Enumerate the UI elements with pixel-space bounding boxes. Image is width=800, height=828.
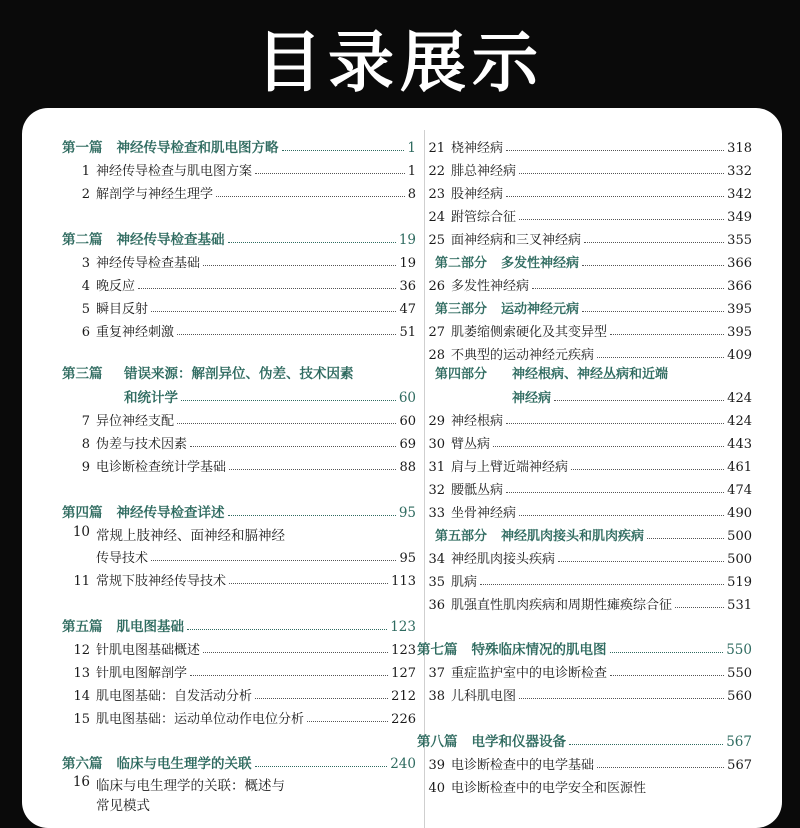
toc-part-3-number: 第三篇 bbox=[62, 366, 103, 382]
toc-part-3-title-line1[interactable]: 错误来源：解剖异位、伪差、技术因素 bbox=[124, 366, 354, 382]
chapter-number: 6 bbox=[81, 325, 90, 340]
part-title-continued: 和统计学 bbox=[124, 390, 178, 406]
toc-section-2[interactable] bbox=[435, 249, 752, 271]
toc-chapter-28[interactable] bbox=[417, 341, 752, 363]
chapter-number: 40 bbox=[428, 781, 445, 796]
leader-dots bbox=[675, 607, 724, 608]
leader-dots bbox=[307, 721, 388, 722]
page-number: 60 bbox=[398, 390, 416, 406]
part-number: 第七篇 bbox=[417, 642, 458, 658]
page-number: 123 bbox=[390, 619, 416, 635]
page-number: 332 bbox=[727, 164, 752, 179]
page-number: 424 bbox=[727, 414, 752, 429]
chapter-number: 38 bbox=[428, 689, 445, 704]
chapter-title: 坐骨神经病 bbox=[451, 506, 517, 521]
toc-chapter-7[interactable] bbox=[62, 407, 416, 429]
section-title: 多发性神经病 bbox=[501, 256, 580, 271]
page-number: 95 bbox=[398, 505, 416, 521]
page-number: 342 bbox=[727, 187, 752, 202]
chapter-title: 电诊断检查统计学基础 bbox=[96, 460, 227, 475]
chapter-title: 桡神经病 bbox=[451, 141, 504, 156]
page-number: 500 bbox=[727, 529, 752, 544]
chapter-number: 14 bbox=[73, 689, 90, 704]
part-number: 第八篇 bbox=[417, 734, 458, 750]
leader-dots bbox=[610, 652, 724, 653]
leader-dots bbox=[255, 766, 388, 767]
toc-chapter-3[interactable] bbox=[62, 249, 416, 271]
leader-dots bbox=[493, 446, 724, 447]
toc-part-5[interactable] bbox=[62, 613, 416, 635]
chapter-number: 33 bbox=[428, 506, 445, 521]
page-number: 19 bbox=[398, 232, 416, 248]
chapter-title: 伪差与技术因素 bbox=[96, 437, 188, 452]
leader-dots bbox=[255, 173, 405, 174]
leader-dots bbox=[203, 265, 396, 266]
chapter-title: 瞬目反射 bbox=[96, 302, 149, 317]
part-number: 第一篇 bbox=[62, 140, 103, 156]
chapter-10-number: 10 bbox=[72, 524, 90, 540]
part-number: 第五篇 bbox=[62, 619, 103, 635]
toc-chapter-34[interactable] bbox=[417, 545, 752, 567]
leader-dots bbox=[216, 196, 405, 197]
toc-part-7[interactable] bbox=[417, 636, 752, 658]
leader-dots bbox=[610, 675, 724, 676]
chapter-title: 臂丛病 bbox=[451, 437, 491, 452]
section-number: 第三部分 bbox=[435, 302, 488, 317]
leader-dots bbox=[187, 629, 387, 630]
toc-chapter-10-line2[interactable] bbox=[96, 544, 416, 566]
chapter-number: 8 bbox=[81, 437, 90, 452]
toc-chapter-1[interactable] bbox=[62, 157, 416, 179]
page-number: 95 bbox=[399, 551, 416, 566]
leader-dots bbox=[582, 311, 724, 312]
toc-chapter-14[interactable] bbox=[62, 682, 416, 704]
chapter-title: 神经根病 bbox=[451, 414, 504, 429]
page-number: 226 bbox=[391, 712, 416, 727]
page-number: 550 bbox=[726, 642, 752, 658]
chapter-title: 股神经病 bbox=[451, 187, 504, 202]
toc-chapter-39[interactable] bbox=[417, 751, 752, 773]
toc-part-3-line2[interactable] bbox=[124, 384, 416, 406]
toc-chapter-26[interactable] bbox=[417, 272, 752, 294]
chapter-title: 面神经病和三叉神经病 bbox=[451, 233, 582, 248]
leader-dots bbox=[151, 560, 396, 561]
page-number: 409 bbox=[727, 348, 752, 363]
leader-dots bbox=[228, 515, 396, 516]
page-number: 490 bbox=[727, 506, 752, 521]
chapter-number: 32 bbox=[428, 483, 445, 498]
toc-chapter-12[interactable] bbox=[62, 636, 416, 658]
toc-chapter-2[interactable] bbox=[62, 180, 416, 202]
chapter-title: 常规下肢神经传导技术 bbox=[96, 574, 227, 589]
chapter-title: 肌电图基础：自发活动分析 bbox=[96, 689, 253, 704]
page-number: 60 bbox=[399, 414, 416, 429]
part-title: 特殊临床情况的肌电图 bbox=[471, 642, 607, 658]
chapter-number: 1 bbox=[81, 164, 90, 179]
toc-part-6[interactable] bbox=[62, 750, 416, 772]
chapter-10-title-line1[interactable]: 常规上肢神经、面神经和膈神经 bbox=[96, 528, 285, 544]
page-number: 355 bbox=[727, 233, 752, 248]
toc-chapter-35[interactable] bbox=[417, 568, 752, 590]
leader-dots bbox=[610, 334, 724, 335]
leader-dots bbox=[229, 469, 396, 470]
chapter-title: 肩与上臂近端神经病 bbox=[451, 460, 569, 475]
chapter-number: 35 bbox=[428, 575, 445, 590]
part-title: 神经传导检查基础 bbox=[116, 232, 225, 248]
toc-chapter-32[interactable] bbox=[417, 476, 752, 498]
leader-dots bbox=[554, 400, 724, 401]
part-title: 神经传导检查详述 bbox=[116, 505, 225, 521]
part-number: 第六篇 bbox=[62, 756, 103, 772]
toc-part-1[interactable] bbox=[62, 134, 416, 156]
leader-dots bbox=[647, 538, 724, 539]
toc-part-2[interactable] bbox=[62, 226, 416, 248]
leader-dots bbox=[228, 242, 396, 243]
leader-dots bbox=[190, 446, 396, 447]
toc-chapter-31[interactable] bbox=[417, 453, 752, 475]
part-title: 肌电图基础 bbox=[116, 619, 184, 635]
page-number: 123 bbox=[391, 643, 416, 658]
toc-section-4-line2[interactable] bbox=[512, 384, 752, 406]
page-number: 443 bbox=[727, 437, 752, 452]
page-number: 366 bbox=[727, 256, 752, 271]
chapter-number: 9 bbox=[81, 460, 90, 475]
toc-chapter-4[interactable] bbox=[62, 272, 416, 294]
leader-dots bbox=[519, 698, 724, 699]
section-number: 第二部分 bbox=[435, 256, 488, 271]
page-number: 51 bbox=[399, 325, 416, 340]
chapter-number: 23 bbox=[428, 187, 445, 202]
page-number: 550 bbox=[727, 666, 752, 681]
chapter-title: 神经传导检查基础 bbox=[96, 256, 201, 271]
chapter-number: 26 bbox=[428, 279, 445, 294]
chapter-number: 31 bbox=[428, 460, 445, 475]
toc-chapter-36[interactable] bbox=[417, 591, 752, 613]
page-number: 424 bbox=[727, 391, 752, 406]
leader-dots bbox=[138, 288, 396, 289]
page-number: 519 bbox=[727, 575, 752, 590]
leader-dots bbox=[203, 652, 388, 653]
toc-section-4-number: 第四部分 bbox=[435, 367, 488, 382]
leader-dots bbox=[480, 584, 724, 585]
leader-dots bbox=[558, 561, 724, 562]
part-title: 电学和仪器设备 bbox=[471, 734, 566, 750]
page-number: 127 bbox=[391, 666, 416, 681]
chapter-16-number: 16 bbox=[72, 774, 90, 790]
leader-dots bbox=[255, 698, 388, 699]
leader-dots bbox=[569, 744, 723, 745]
chapter-title: 多发性神经病 bbox=[451, 279, 530, 294]
page-number: 461 bbox=[727, 460, 752, 475]
toc-chapter-15[interactable] bbox=[62, 705, 416, 727]
page-number: 240 bbox=[390, 756, 416, 772]
leader-dots bbox=[519, 219, 724, 220]
page-number: 531 bbox=[727, 598, 752, 613]
chapter-title: 电诊断检查中的电学基础 bbox=[451, 758, 595, 773]
toc-chapter-24[interactable] bbox=[417, 203, 752, 225]
chapter-number: 13 bbox=[73, 666, 90, 681]
chapter-number: 24 bbox=[428, 210, 445, 225]
page-number: 349 bbox=[727, 210, 752, 225]
chapter-number: 34 bbox=[428, 552, 445, 567]
leader-dots bbox=[582, 265, 724, 266]
part-number: 第二篇 bbox=[62, 232, 103, 248]
chapter-number: 2 bbox=[81, 187, 90, 202]
chapter-title: 重复神经刺激 bbox=[96, 325, 175, 340]
chapter-number: 4 bbox=[81, 279, 90, 294]
chapter-number: 28 bbox=[428, 348, 445, 363]
leader-dots bbox=[181, 400, 396, 401]
toc-chapter-22[interactable] bbox=[417, 157, 752, 179]
page-number: 8 bbox=[407, 187, 416, 202]
section-title: 运动神经元病 bbox=[501, 302, 580, 317]
leader-dots bbox=[177, 423, 396, 424]
chapter-number: 5 bbox=[81, 302, 90, 317]
leader-dots bbox=[282, 150, 405, 151]
toc-part-4[interactable] bbox=[62, 499, 416, 521]
toc-chapter-25[interactable] bbox=[417, 226, 752, 248]
leader-dots bbox=[177, 334, 396, 335]
toc-chapter-29[interactable] bbox=[417, 407, 752, 429]
chapter-title: 肌强直性肌肉疾病和周期性瘫痪综合征 bbox=[451, 598, 673, 613]
leader-dots bbox=[584, 242, 724, 243]
chapter-number: 22 bbox=[428, 164, 445, 179]
section-number: 第五部分 bbox=[435, 529, 488, 544]
chapter-number: 29 bbox=[428, 414, 445, 429]
chapter-number: 25 bbox=[428, 233, 445, 248]
page-number: 69 bbox=[399, 437, 416, 452]
chapter-title: 腰骶丛病 bbox=[451, 483, 504, 498]
chapter-number: 36 bbox=[428, 598, 445, 613]
chapter-title: 重症监护室中的电诊断检查 bbox=[451, 666, 608, 681]
page-number: 500 bbox=[727, 552, 752, 567]
toc-section-3[interactable] bbox=[435, 295, 752, 317]
section-title-continued: 神经病 bbox=[512, 391, 552, 406]
toc-chapter-21[interactable] bbox=[417, 134, 752, 156]
chapter-number: 21 bbox=[428, 141, 445, 156]
page-number: 1 bbox=[407, 140, 416, 156]
page-number: 474 bbox=[727, 483, 752, 498]
leader-dots bbox=[519, 173, 724, 174]
chapter-title: 针肌电图解剖学 bbox=[96, 666, 188, 681]
page-number: 567 bbox=[727, 758, 752, 773]
chapter-title: 肌病 bbox=[451, 575, 478, 590]
chapter-number: 12 bbox=[73, 643, 90, 658]
chapter-number: 7 bbox=[81, 414, 90, 429]
toc-chapter-40[interactable] bbox=[417, 774, 752, 796]
leader-dots bbox=[571, 469, 724, 470]
chapter-title: 针肌电图基础概述 bbox=[96, 643, 201, 658]
chapter-title: 肌萎缩侧索硬化及其变异型 bbox=[451, 325, 608, 340]
page-number: 212 bbox=[391, 689, 416, 704]
toc-chapter-27[interactable] bbox=[417, 318, 752, 340]
chapter-title: 跗管综合征 bbox=[451, 210, 517, 225]
page-number: 395 bbox=[727, 302, 752, 317]
chapter-number: 3 bbox=[81, 256, 90, 271]
toc-section-5[interactable] bbox=[435, 522, 752, 544]
chapter-title: 肌电图基础：运动单位动作电位分析 bbox=[96, 712, 305, 727]
chapter-title: 腓总神经病 bbox=[451, 164, 517, 179]
toc-section-4-title-line1[interactable]: 神经根病、神经丛病和近端 bbox=[512, 367, 669, 382]
toc-chapter-38[interactable] bbox=[417, 682, 752, 704]
toc-chapter-11[interactable] bbox=[62, 567, 416, 589]
page-number: 88 bbox=[399, 460, 416, 475]
toc-chapter-8[interactable] bbox=[62, 430, 416, 452]
chapter-number: 37 bbox=[428, 666, 445, 681]
leader-dots bbox=[532, 288, 724, 289]
leader-dots bbox=[506, 196, 724, 197]
page-number: 567 bbox=[726, 734, 752, 750]
chapter-number: 11 bbox=[73, 574, 90, 589]
chapter-title: 神经传导检查与肌电图方案 bbox=[96, 164, 253, 179]
chapter-title-continued: 传导技术 bbox=[96, 551, 149, 566]
chapter-number: 39 bbox=[428, 758, 445, 773]
toc-part-8[interactable] bbox=[417, 728, 752, 750]
chapter-title: 不典型的运动神经元疾病 bbox=[451, 348, 595, 363]
leader-dots bbox=[506, 423, 724, 424]
toc-chapter-33[interactable] bbox=[417, 499, 752, 521]
chapter-number: 27 bbox=[428, 325, 445, 340]
leader-dots bbox=[506, 492, 724, 493]
leader-dots bbox=[519, 515, 724, 516]
leader-dots bbox=[597, 357, 724, 358]
page-number: 36 bbox=[399, 279, 416, 294]
page-number: 560 bbox=[727, 689, 752, 704]
page-number: 318 bbox=[727, 141, 752, 156]
toc-chapter-5[interactable] bbox=[62, 295, 416, 317]
leader-dots bbox=[597, 767, 724, 768]
part-title: 神经传导检查和肌电图方略 bbox=[116, 140, 279, 156]
section-title: 神经肌肉接头和肌肉疾病 bbox=[501, 529, 645, 544]
page-number: 19 bbox=[399, 256, 416, 271]
page-number: 1 bbox=[407, 164, 416, 179]
part-number: 第四篇 bbox=[62, 505, 103, 521]
chapter-title: 解剖学与神经生理学 bbox=[96, 187, 214, 202]
chapter-16-title-line1[interactable]: 临床与电生理学的关联：概述与 bbox=[96, 778, 285, 794]
page-title: 目录展示 bbox=[256, 24, 544, 101]
leader-dots bbox=[151, 311, 396, 312]
toc-chapter-6[interactable] bbox=[62, 318, 416, 340]
part-title: 临床与电生理学的关联 bbox=[116, 756, 252, 772]
chapter-16-title-line2[interactable]: 常见模式 bbox=[96, 798, 150, 814]
page-number: 113 bbox=[391, 574, 416, 589]
chapter-title: 电诊断检查中的电学安全和医源性 bbox=[451, 781, 647, 796]
toc-chapter-9[interactable] bbox=[62, 453, 416, 475]
page-number: 395 bbox=[727, 325, 752, 340]
chapter-number: 15 bbox=[73, 712, 90, 727]
toc-chapter-13[interactable] bbox=[62, 659, 416, 681]
leader-dots bbox=[190, 675, 388, 676]
chapter-title: 异位神经支配 bbox=[96, 414, 175, 429]
toc-chapter-23[interactable] bbox=[417, 180, 752, 202]
leader-dots bbox=[229, 583, 388, 584]
toc-card bbox=[22, 108, 782, 828]
chapter-title: 晚反应 bbox=[96, 279, 136, 294]
page-number: 366 bbox=[727, 279, 752, 294]
toc-chapter-30[interactable] bbox=[417, 430, 752, 452]
chapter-title: 儿科肌电图 bbox=[451, 689, 517, 704]
leader-dots bbox=[506, 150, 724, 151]
chapter-number: 30 bbox=[428, 437, 445, 452]
chapter-title: 神经肌肉接头疾病 bbox=[451, 552, 556, 567]
page-number: 47 bbox=[399, 302, 416, 317]
toc-chapter-37[interactable] bbox=[417, 659, 752, 681]
